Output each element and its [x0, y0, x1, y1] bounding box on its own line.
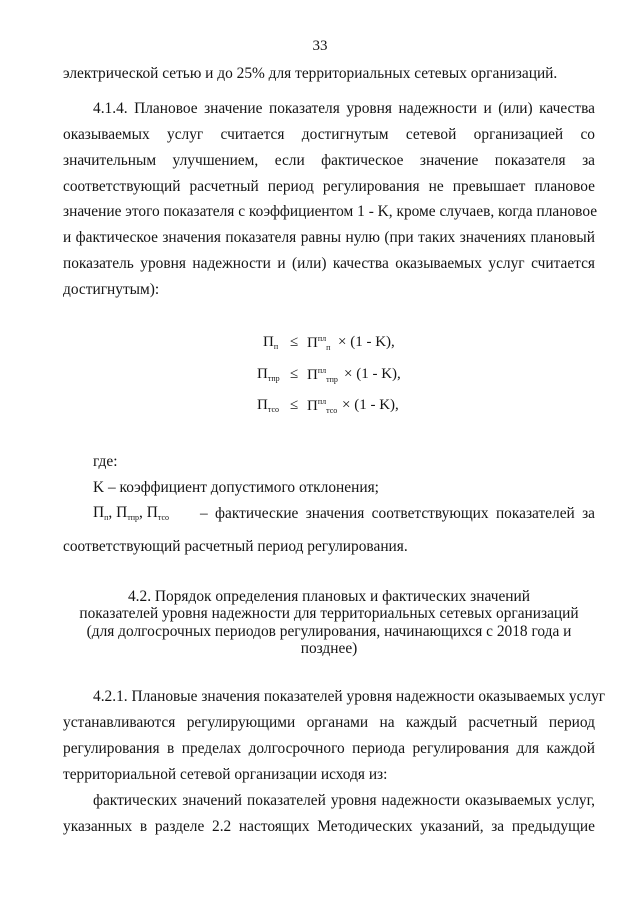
section-heading: 4.2. Порядок определения плановых и фактических значений: [127, 588, 530, 605]
formula-le: ≤: [290, 397, 299, 413]
text-line: 4.1.4. Плановое значение показателя уровня надежности и (или) качества: [93, 100, 595, 117]
text-line: указанных в разделе 2.2 настоящих Методических указаний, за предыдущие: [63, 818, 595, 835]
page-number: 33: [312, 38, 328, 54]
text-line: показатель уровня надежности и (или) качества оказываемых услуг считается: [63, 255, 595, 272]
text-line: достигнутым):: [63, 281, 160, 298]
text-line: соответствующий расчетный период регулирования.: [63, 538, 408, 555]
section-heading: (для долгосрочных периодов регулирования, начинающихся с 2018 года и: [86, 623, 572, 640]
text-line: оказываемых услуг считается достигнутым сетевой организацией со: [63, 126, 595, 143]
formula-p-plan: $П^{пл}_{тпр}$: [307, 366, 338, 384]
text-line: и фактическое значения показателя равны нулю (при таких значениях плановый: [63, 229, 595, 246]
text-line: где:: [93, 453, 118, 470]
text-line: – фактические значения соответствующих показателей за: [200, 505, 595, 522]
formula-p-plan: $П^{пл}_{тсо}$: [307, 397, 338, 415]
formula-p: $П_{тпр}$: [257, 366, 280, 383]
text-line: 4.2.1. Плановые значения показателей уровня надежности оказываемых услуг: [93, 688, 606, 705]
formula-p: $П_п$: [263, 334, 279, 351]
formula-tail: × (1 - K),: [338, 334, 395, 350]
text-line: электрической сетью и до 25% для территориальных сетевых организаций.: [63, 65, 558, 82]
text-line: значение этого показателя с коэффициентом 1 - K, кроме случаев, когда плановое: [63, 203, 598, 220]
text-line: территориальной сетевой организации исходя из:: [63, 766, 388, 783]
formula-le: ≤: [290, 334, 299, 350]
section-heading: показателей уровня надежности для территориальных сетевых организаций: [79, 605, 579, 622]
formula-tail: × (1 - K),: [342, 397, 399, 413]
text-line: K – коэффициент допустимого отклонения;: [93, 479, 379, 496]
formula-p: $П_{тсо}$: [257, 397, 279, 414]
text-line: устанавливаются регулирующими органами на каждый расчетный период: [63, 714, 595, 731]
text-line: соответствующий расчетный период регулирования не превышает плановое: [63, 178, 595, 195]
section-heading: позднее): [300, 640, 358, 657]
formula-le: ≤: [290, 366, 299, 382]
text-line: значительным улучшением, если фактическое значение показателя за: [63, 152, 595, 169]
text-line: регулирования в пределах долгосрочного периода регулирования для каждой: [63, 740, 595, 757]
formula-tail: × (1 - K),: [344, 366, 401, 382]
symbols-p: $П_п$, $П_{тпр}$, $П_{тсо}$: [93, 504, 169, 522]
formula-p-plan: $П^{пл}_п$: [307, 334, 331, 352]
text-line: фактических значений показателей уровня надежности оказываемых услуг,: [93, 792, 595, 809]
